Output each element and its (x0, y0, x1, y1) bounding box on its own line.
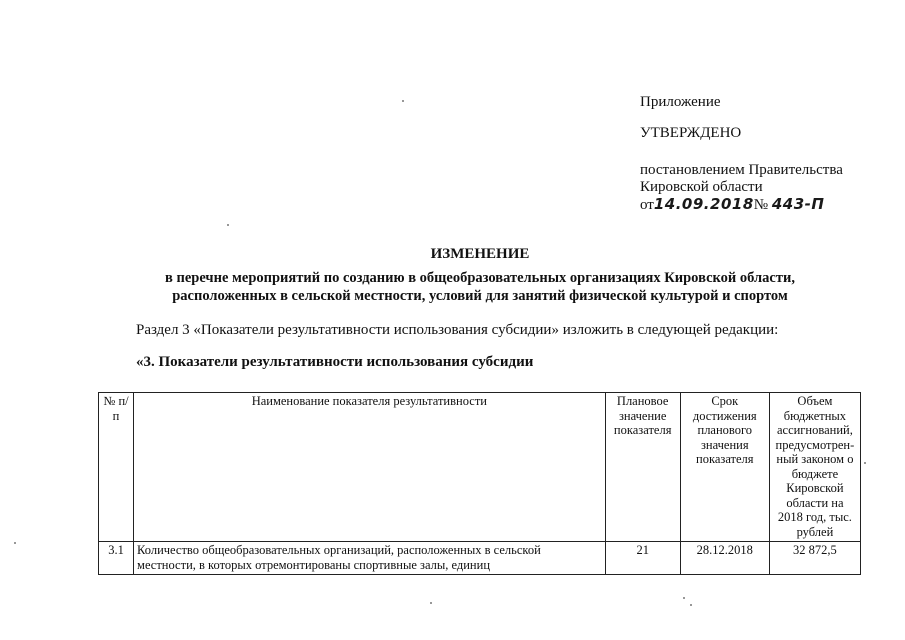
cell-num: 3.1 (99, 542, 134, 575)
date-prefix: от (640, 197, 654, 213)
intro-paragraph: Раздел 3 «Показатели результативности использования субсидии» изложить в следующей редакции: (136, 322, 779, 338)
handwritten-number: 443-П (771, 195, 825, 213)
cell-deadline: 28.12.2018 (680, 542, 769, 575)
header-plan-value: Плановое значение показателя (605, 393, 680, 542)
heading-subtitle-line-1: в перечне мероприятий по созданию в общеобразовательных организациях Кировской области, (165, 270, 795, 286)
scan-speck (864, 462, 866, 464)
document-heading (80, 246, 880, 305)
header-budget-volume: Объем бюджетных ассигнований, предусмотрен-ный законом о бюджете Кировской области на 2018 год, тыс. рублей (769, 393, 860, 542)
scan-speck (430, 602, 432, 604)
number-prefix: № (753, 197, 769, 213)
section-title: «3. Показатели результативности использования субсидии (136, 354, 534, 370)
resolution-date-line (640, 196, 890, 214)
approval-block (640, 94, 890, 214)
approved-stamp-text: УТВЕРЖДЕНО (640, 125, 742, 141)
table-row (99, 542, 861, 575)
table-header-row (99, 393, 861, 542)
indicators-table (98, 392, 861, 575)
cell-plan-value: 21 (605, 542, 680, 575)
scan-speck (14, 542, 16, 544)
scan-speck (683, 597, 685, 599)
cell-budget-volume: 32 872,5 (769, 542, 860, 575)
resolution-line-2: Кировской области (640, 179, 763, 195)
heading-title: ИЗМЕНЕНИЕ (430, 246, 530, 262)
header-num: № п/п (99, 393, 134, 542)
cell-indicator-name: Количество общеобразовательных организаций, расположенных в сельской местности, в которых отремонтированы спортивные залы, единиц (134, 542, 606, 575)
scan-speck (227, 224, 229, 226)
heading-subtitle-line-2: расположенных в сельской местности, условий для занятий физической культурой и спортом (172, 288, 788, 304)
resolution-line-1: постановлением Правительства (640, 162, 843, 178)
handwritten-date: 14.09.2018 (653, 195, 754, 213)
scan-speck (402, 100, 404, 102)
scan-speck (690, 604, 692, 606)
header-indicator-name: Наименование показателя результативности (134, 393, 606, 542)
appendix-label: Приложение (640, 94, 721, 110)
header-deadline: Срок достижения планового значения показателя (680, 393, 769, 542)
